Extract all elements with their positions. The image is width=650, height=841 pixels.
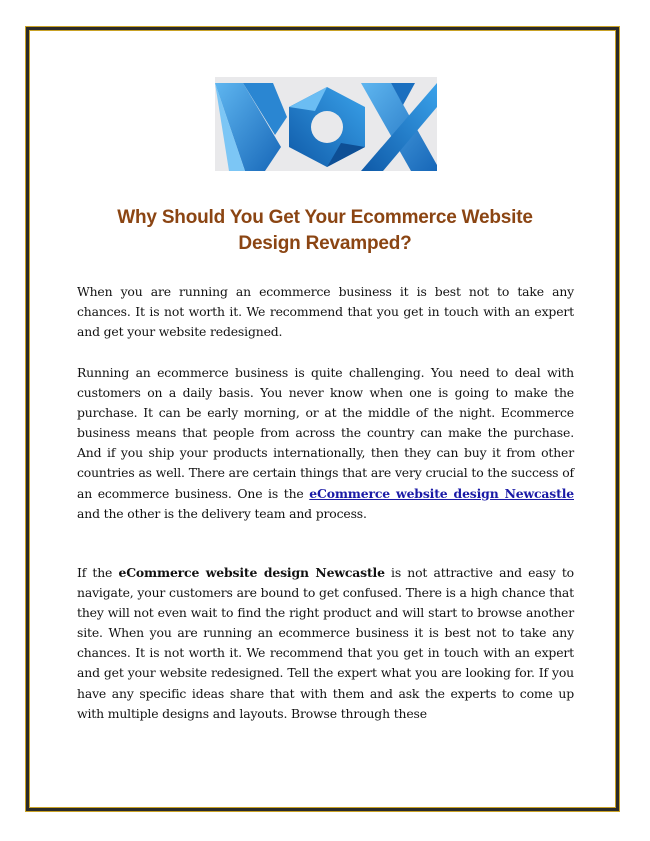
title-line-2: Design Revamped? (238, 233, 412, 254)
logo-graphic (215, 77, 437, 171)
paragraph-2-text-start: Running an ecommerce business is quite challenging. You need to deal with customers on a daily basis. You never know when one is going to make the purchase. It can be early morning, or at the middle of the night. Ecommerce business means that people from across the country can make the purchase. And if you ship your products internationally, then they can buy it from other countries as well. There are certain things that are very crucial to the success of an ecommerce business. One is the (77, 365, 574, 501)
ecommerce-design-link[interactable]: eCommerce website design Newcastle (309, 485, 574, 501)
company-logo (215, 77, 437, 171)
title-line-1: Why Should You Get Your Ecommerce Website (117, 207, 533, 228)
paragraph-1: When you are running an ecommerce business it is best not to take any chances. It is not worth it. We recommend that you get in touch with an expert and get your website redesigned. (77, 284, 574, 340)
paragraph-2 (77, 363, 574, 524)
document-title (60, 205, 590, 257)
paragraph-3 (77, 563, 574, 724)
paragraph-2-text-end: and the other is the delivery team and process. (77, 505, 367, 521)
paragraph-3-text-start: If the (77, 565, 119, 580)
paragraph-3-text-end: is not attractive and easy to navigate, your customers are bound to get confused. There is a high chance that they will not even wait to find the right product and will start to browse another site. When you are running an ecommerce business it is best not to take any chances. It is not worth it. We recommend that you get in touch with an expert and get your website redesigned. Tell the expert what you are looking for. If you have any specific ideas share that with them and ask the experts to come up with multiple designs and layouts. Browse through these (77, 565, 574, 721)
paragraph-3-bold-phrase: eCommerce website design Newcastle (118, 565, 385, 580)
